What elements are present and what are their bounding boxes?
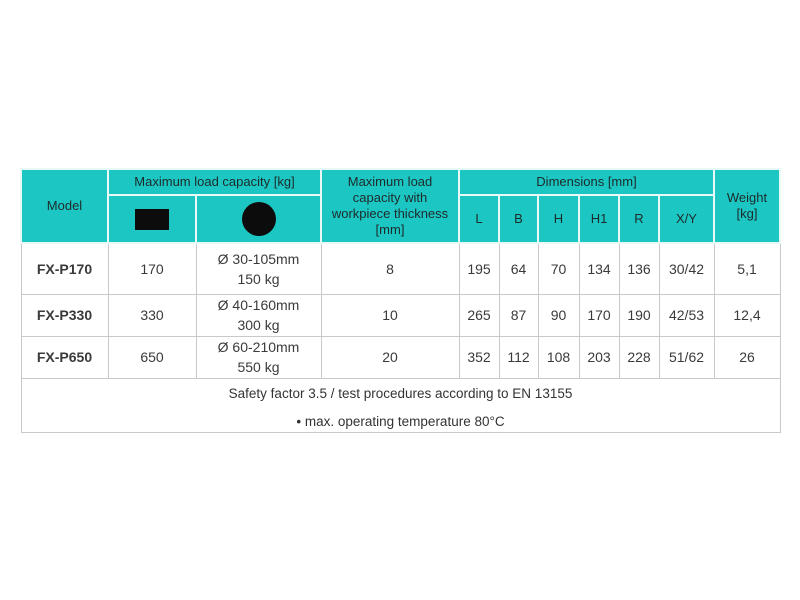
cell-L: 195 [459,243,499,295]
cell-H1: 203 [579,336,619,378]
cell-rect-capacity: 170 [108,243,196,295]
header-row-top [21,169,780,195]
cell-XY: 51/62 [659,336,714,378]
circle-icon [242,202,276,236]
footer-notes-cell [21,378,780,432]
col-header-B: B [499,195,538,243]
cell-weight: 12,4 [714,295,780,337]
cell-rect-capacity: 330 [108,295,196,337]
circle-capacity-load: 150 kg [237,271,280,287]
col-header-dimensions: Dimensions [mm] [459,169,714,195]
cell-circle-capacity [196,295,321,337]
col-header-weight: Weight [kg] [714,169,780,243]
cell-weight: 5,1 [714,243,780,295]
cell-XY: 30/42 [659,243,714,295]
cell-thickness: 8 [321,243,459,295]
circle-capacity-range: Ø 30-105mm [217,250,300,267]
col-header-XY: X/Y [659,195,714,243]
table-row-fx-p330 [21,295,780,337]
cell-R: 228 [619,336,659,378]
col-header-R: R [619,195,659,243]
cell-H: 70 [538,243,579,295]
operating-temperature-note: • max. operating temperature 80°C [296,414,505,430]
cell-H: 108 [538,336,579,378]
cell-model: FX-P650 [21,336,108,378]
col-header-rectangle-workpiece [108,195,196,243]
col-header-max-load-capacity: Maximum load capacity [kg] [108,169,321,195]
col-header-H1: H1 [579,195,619,243]
col-header-L: L [459,195,499,243]
cell-circle-capacity [196,243,321,295]
cell-B: 64 [499,243,538,295]
circle-capacity-range: Ø 40-160mm [217,297,300,313]
safety-factor-note: Safety factor 3.5 / test procedures according to EN 13155 [228,385,573,401]
cell-circle-capacity [196,336,321,378]
circle-capacity-load: 550 kg [237,359,280,376]
cell-thickness: 10 [321,295,459,337]
table-row-fx-p650 [21,336,780,378]
cell-L: 352 [459,336,499,378]
cell-B: 112 [499,336,538,378]
cell-weight: 26 [714,336,780,378]
cell-model: FX-P170 [21,243,108,295]
table-row-fx-p170 [21,243,780,295]
col-header-round-workpiece [196,195,321,243]
cell-rect-capacity: 650 [108,336,196,378]
col-header-workpiece-thickness: Maximum load capacity with workpiece thickness [mm] [321,169,459,243]
cell-H1: 134 [579,243,619,295]
cell-XY: 42/53 [659,295,714,337]
cell-R: 136 [619,243,659,295]
circle-capacity-range: Ø 60-210mm [217,338,300,355]
cell-model: FX-P330 [21,295,108,337]
product-spec-table [20,168,781,433]
cell-H: 90 [538,295,579,337]
cell-B: 87 [499,295,538,337]
cell-R: 190 [619,295,659,337]
cell-H1: 170 [579,295,619,337]
cell-L: 265 [459,295,499,337]
col-header-model: Model [21,169,108,243]
table-footer-row [21,378,780,432]
rectangle-icon [135,209,169,230]
circle-capacity-load: 300 kg [237,317,280,334]
col-header-H: H [538,195,579,243]
cell-thickness: 20 [321,336,459,378]
